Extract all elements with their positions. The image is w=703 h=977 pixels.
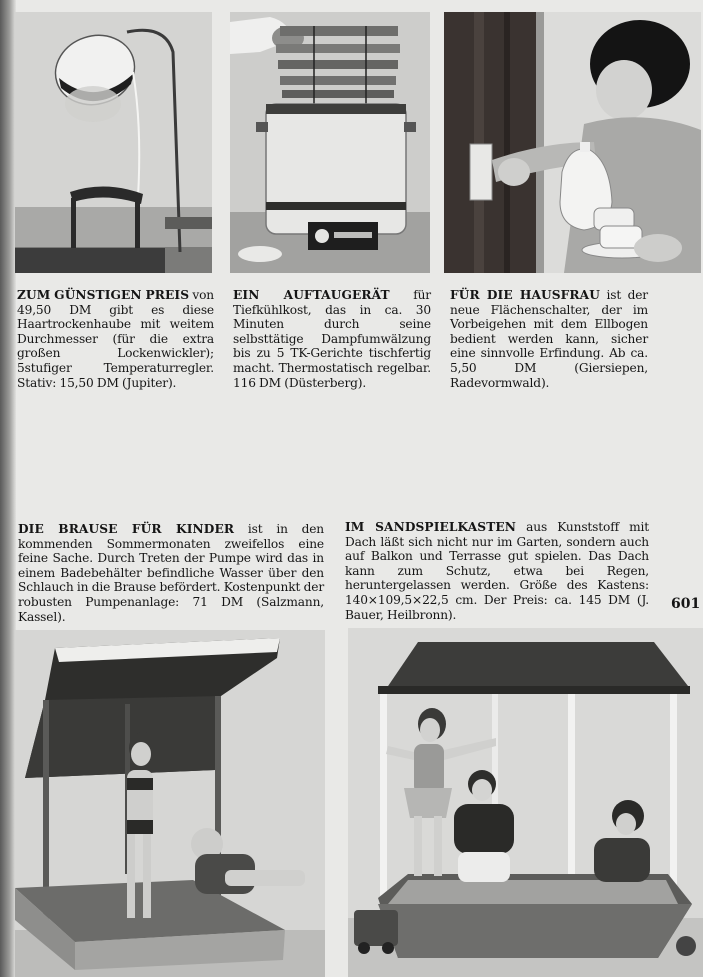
article-defroster-lead: EIN AUFTAUGERÄT — [233, 288, 390, 302]
article-sandbox-lead: IM SANDSPIELKASTEN — [345, 520, 517, 534]
article-defroster-body: für Tiefkühlkost, das in ca. 30 Minuten durch seine selbsttätige Dampfumwälzung bis zu 5 TK-Gerichte tischfertig macht. Thermostatisch regelbar. 116 DM (Düsterberg). — [233, 288, 431, 390]
article-hair-dryer-lead: ZUM GÜNSTIGEN PREIS — [17, 288, 190, 302]
page-spine-shadow — [0, 0, 16, 977]
children-shower-sandbox-photo — [15, 630, 325, 977]
woman-light-switch-photo — [444, 12, 701, 273]
article-hair-dryer-body: von 49,50 DM gibt es diese Haartrockenhaube mit weitem Durchmesser (für die extra großen Lockenwickler); 5stufiger Temperaturregler. Stativ: 15,50 DM (Jupiter). — [17, 288, 214, 390]
children-sandbox-roof-photo — [348, 628, 703, 977]
article-defroster — [233, 288, 431, 390]
article-hair-dryer — [17, 288, 214, 390]
article-switch — [450, 288, 648, 390]
article-switch-body: ist der neue Flächenschalter, der im Vorbeigehen mit dem Ellbogen bedient werden kann, sicher eine sinnvolle Erfindung. Ab ca. 5,50 DM (Giersiepen, Radevormwald). — [450, 288, 648, 390]
page-number: 601 — [671, 596, 701, 612]
article-sandbox — [345, 520, 649, 622]
article-children-shower-body: ist in den kommenden Sommermonaten zweifellos eine feine Sache. Durch Treten der Pumpe wird das in einem Badebehälter befindliche Wasser über den Schlauch in die Brause befördert. Kostenpunkt der robusten Pumpenanlage: 71 DM (Salzmann, Kassel). — [18, 522, 324, 624]
article-sandbox-body: aus Kunststoff mit Dach läßt sich nicht nur im Garten, sondern auch auf Balkon und Terrasse gut spielen. Das Dach kann zum Schutz, etwa bei Regen, heruntergelassen werden. Größe des Kastens: 140×109,5×22,5 cm. Der Preis: ca. 145 DM (J. Bauer, Heilbronn). — [345, 520, 649, 622]
hair-dryer-hood-photo — [15, 12, 212, 273]
article-children-shower-lead: DIE BRAUSE FÜR KINDER — [18, 522, 235, 536]
article-children-shower — [18, 522, 324, 624]
defrosting-device-photo — [230, 12, 430, 273]
article-switch-lead: FÜR DIE HAUSFRAU — [450, 288, 600, 302]
